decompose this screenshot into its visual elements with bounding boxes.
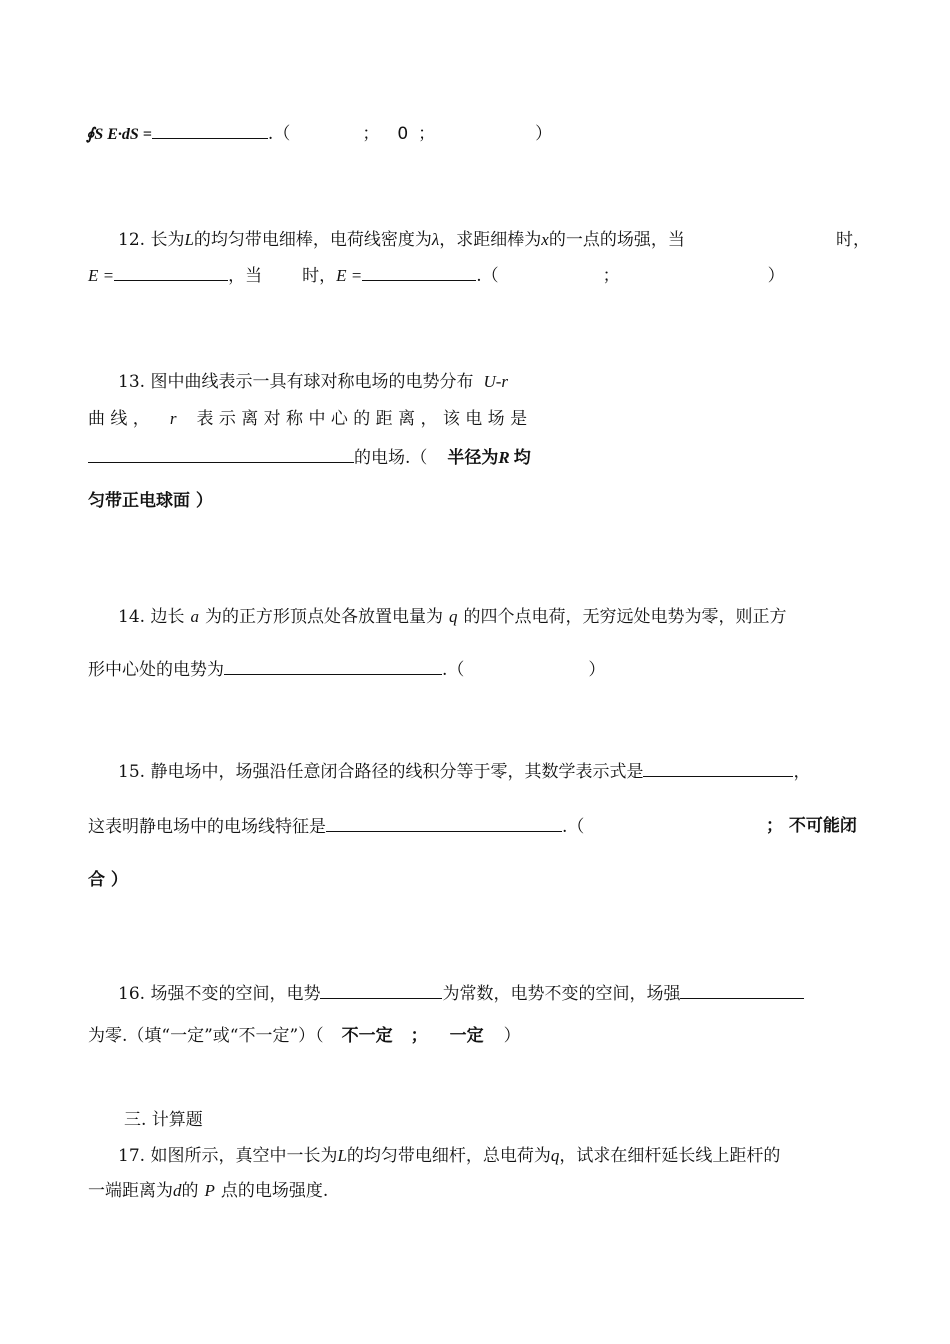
q13-line1 [118,371,508,393]
q13-line4: 匀带正电球面 ） [88,491,213,511]
q12-text-f: 时， [302,266,337,286]
q15-blank2 [326,815,562,832]
q12-open: .（ [476,266,499,286]
q17-text-c: ，试求在细杆延长线上距杆的 [559,1146,781,1166]
q16-blank1 [320,982,442,999]
q13-text-b: 曲 线 ， [88,409,150,429]
q11-semi1: ； [362,124,380,144]
q12-L: L [184,230,194,249]
q16-line2 [88,1025,521,1047]
q12-line2 [88,264,785,287]
q11-close: ） [535,124,553,144]
q14-text-b: 为的正方形顶点处各放置电量为 [204,607,443,627]
q17-text-f: 点的电场强度. [220,1181,329,1201]
q12-x: x [541,230,549,249]
q17-text-a: 17. 如图所示，真空中一长为 [118,1146,338,1166]
q14-line2 [88,658,605,681]
q14-q: q [448,607,458,626]
q14-text-d: 形中心处的电势为 [88,660,224,680]
q16-text-a: 16. 场强不变的空间，电势 [118,984,321,1004]
surface-integral-formula: ∮S E·dS = [86,126,152,143]
q17-line1 [118,1145,780,1167]
q16-close: ） [503,1026,521,1046]
q15-line1 [118,760,810,783]
q14-close: ） [588,660,606,680]
q17-q: q [550,1146,560,1165]
q16-text-b: 为常数，电势不变的空间，场强 [442,984,681,1004]
q14-a: a [190,607,199,626]
q15-text-a: 15. 静电场中，场强沿任意闭合路径的线积分等于零，其数学表示式是 [118,762,644,782]
section-title: 三. 计算题 [124,1110,203,1130]
q16-semi: ； [410,1026,428,1046]
q13-R: R [498,448,510,467]
q12-text-d: 的一点的场强，当 [548,230,685,250]
q16-blank2 [680,982,804,999]
q12-blank1 [114,264,228,281]
q12-line1 [118,229,685,251]
q12-text-b: 的均匀带电细棒，电荷线密度为 [193,230,432,250]
q13-text-d: 的电场.（ [354,448,428,468]
q11-zero: 0 [397,124,409,144]
q12-blank2 [362,264,476,281]
q12-semi: ； [602,266,620,286]
q15-line2 [88,815,584,838]
q14-text-a: 14. 边长 [118,607,185,627]
q17-line2 [88,1180,328,1202]
q12-E1: E = [88,266,115,285]
q16-line1 [118,982,804,1005]
q11-line [86,122,552,146]
q15-answer: ； 不可能闭 [766,816,857,836]
q15-open: .（ [562,817,585,837]
q15-line3: 合 ） [88,870,128,890]
q14-blank [224,658,442,675]
q11-semi2: ； [418,124,436,144]
q17-text-b: 的均匀带电细杆，总电荷为 [346,1146,551,1166]
q14-line1 [118,606,786,628]
q12-when1: 时， [836,230,870,250]
q15-comma: ， [793,762,811,782]
q12-text-a: 12. 长为 [118,230,185,250]
q13-r: r [169,409,177,428]
q12-lambda: λ [431,230,440,249]
q12-text-e: ，当 [228,266,263,286]
q14-text-c: 的四个点电荷，无穷远处电势为零，则正方 [463,607,787,627]
q13-Ur: U-r [483,372,509,391]
q13-text-c: 表 示 离 对 称 中 心 的 距 离 ， 该 电 场 是 [196,409,528,429]
q13-ans1: 半径为 [447,448,499,468]
q15-blank1 [643,760,793,777]
q13-line3 [88,446,531,469]
q12-close: ） [767,266,785,286]
q16-ans1: 不一定 [341,1026,393,1046]
q17-text-e: 的 [181,1181,199,1201]
q13-blank [88,446,354,463]
q11-blank [152,122,268,139]
q17-text-d: 一端距离为 [88,1181,173,1201]
q12-E2: E = [336,266,363,285]
q17-d: d [173,1181,182,1200]
q16-ans2: 一定 [449,1026,484,1046]
q17-P: P [204,1181,215,1200]
q16-text-c: 为零.（填“一定”或“不一定”）（ [88,1026,324,1046]
q17-L: L [337,1146,347,1165]
q13-ans2: 均 [513,448,531,468]
q14-open: .（ [442,660,465,680]
q12-text-c: ，求距细棒为 [439,230,542,250]
q13-line2 [88,408,527,430]
q11-open: .（ [267,124,291,144]
q13-text-a: 13. 图中曲线表示一具有球对称电场的电势分布 [118,372,474,392]
q15-text-b: 这表明静电场中的电场线特征是 [88,817,326,837]
